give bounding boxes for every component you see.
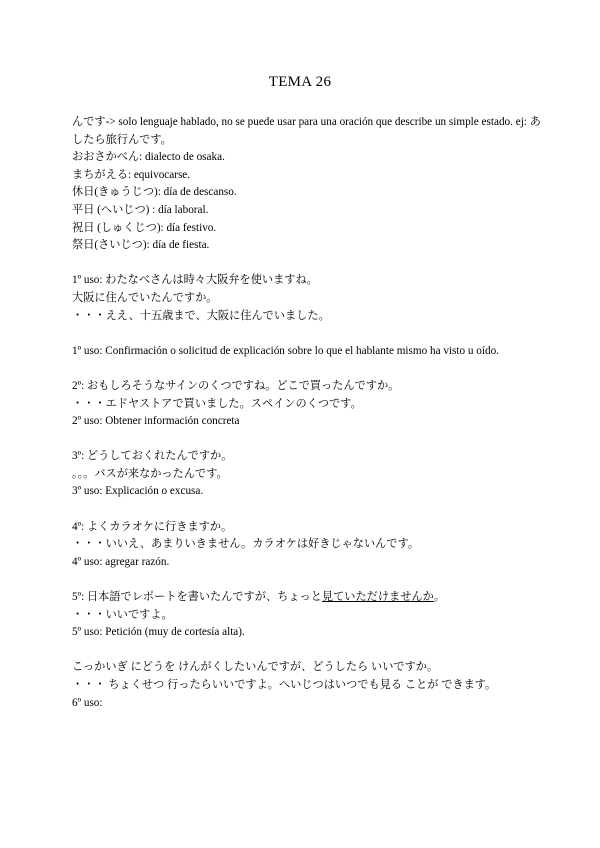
spacer [72, 431, 542, 449]
usage-description: 5º uso: Petición (muy de cortesía alta). [72, 626, 245, 639]
usage-description: 3º uso: Explicación o excusa. [72, 485, 204, 498]
example-line: 。。。バスが来なかったんです。 [72, 467, 228, 480]
intro-paragraph: んです-> solo lenguaje hablado, no se puede usar para una oración que describe un simple estado. ej: あしたら旅行んです。 [72, 116, 541, 146]
document-body [72, 114, 542, 712]
example-line: ・・・ ちょくせつ 行ったらいいですよ。へいじつはいつでも見る ことが できます。 [72, 679, 497, 691]
spacer [72, 571, 542, 589]
example-line: 4º: よくカラオケに行きますか。 [72, 520, 233, 533]
spacer [72, 325, 542, 343]
usage-description: 4º uso: agregar razón. [72, 555, 170, 568]
example-line: 2º: おもしろそうなサインのくつですね。どこで買ったんですか。 [72, 379, 400, 392]
example-line: 大阪に住んでいたんですか。 [72, 291, 218, 304]
example-line: 3º: どうしておくれたんですか。 [72, 450, 233, 463]
vocab-item: まちがえる: equivocarse. [72, 168, 191, 181]
example-line: ・・・いいですよ。 [72, 608, 173, 621]
spacer [72, 360, 542, 378]
example-line: ・・・ええ、十五歳まで、大阪に住んでいました。 [72, 309, 330, 322]
example-line: ・・・いいえ、あまりいきません。カラオケは好きじゃないんです。 [72, 538, 420, 551]
page-title: TEMA 26 [268, 74, 332, 90]
example-line: 1º uso: わたなべさんは時々大阪弁を使いますね。 [72, 274, 318, 287]
vocab-item: 祝日 (しゅくじつ): día festivo. [72, 221, 217, 234]
underlined-phrase: 見ていただけませんか [321, 591, 434, 604]
usage-description: 2º uso: Obtener información concreta [72, 415, 240, 428]
vocab-item: おおさかべん: dialecto de osaka. [72, 151, 225, 164]
example-line: こっかいぎ にどうを けんがくしたいんですが、どうしたら いいですか。 [72, 661, 439, 674]
example-line: ・・・エドヤストアで買いました。スペインのくつです。 [72, 397, 362, 410]
example-line [72, 589, 542, 607]
vocab-item: 平日 (へいじつ) : día laboral. [72, 203, 209, 216]
example-text: 5º: 日本語でレポートを書いたんですが、ちょっと [72, 591, 322, 604]
spacer [72, 642, 542, 660]
vocab-item: 祭日(さいじつ): día de fiesta. [72, 239, 210, 252]
spacer [72, 255, 542, 273]
usage-description: 6º uso: [72, 696, 103, 709]
vocab-item: 休日(きゅうじつ): día de descanso. [72, 186, 237, 199]
example-text: 。 [433, 591, 446, 604]
usage-description: 1º uso: Confirmación o solicitud de explicación sobre lo que el hablante mismo ha visto u oído. [72, 344, 499, 357]
spacer [72, 501, 542, 519]
